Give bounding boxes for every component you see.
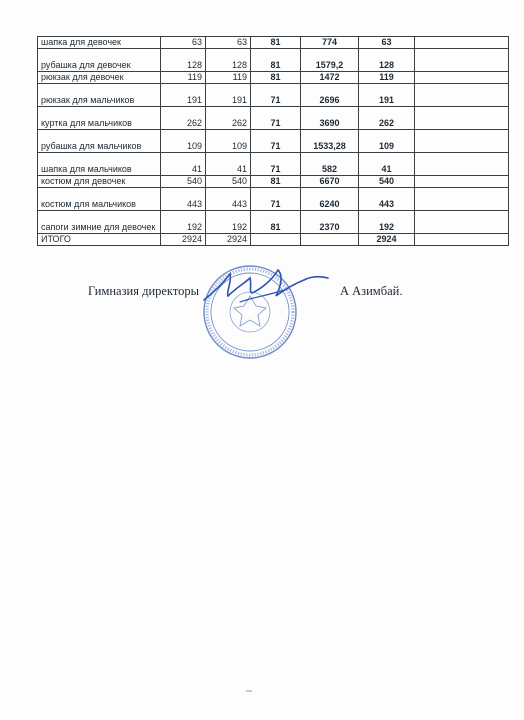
total-label: ИТОГО	[38, 234, 161, 246]
empty-cell	[415, 84, 509, 107]
quantity-issued-cell: 63	[206, 37, 251, 49]
count-cell: 41	[359, 153, 415, 176]
item-name-cell: костюм для мальчиков	[38, 188, 161, 211]
amount-cell: 6240	[301, 188, 359, 211]
empty-cell	[415, 37, 509, 49]
quantity-cell: 63	[161, 37, 206, 49]
table-row	[38, 49, 509, 72]
quantity-cell: 192	[161, 211, 206, 234]
table-row	[38, 188, 509, 211]
quantity-cell: 191	[161, 84, 206, 107]
empty-cell	[415, 49, 509, 72]
item-name-cell: рубашка для девочек	[38, 49, 161, 72]
table-row	[38, 72, 509, 84]
count-cell: 192	[359, 211, 415, 234]
code-cell: 81	[251, 176, 301, 188]
count-cell: 109	[359, 130, 415, 153]
total-amount	[301, 234, 359, 246]
empty-cell	[415, 211, 509, 234]
amount-cell: 2696	[301, 84, 359, 107]
count-cell: 262	[359, 107, 415, 130]
quantity-issued-cell: 540	[206, 176, 251, 188]
code-cell: 71	[251, 188, 301, 211]
amount-cell: 6670	[301, 176, 359, 188]
table-row	[38, 130, 509, 153]
amount-cell: 774	[301, 37, 359, 49]
table-row	[38, 84, 509, 107]
item-name-cell: рюкзак для мальчиков	[38, 84, 161, 107]
code-cell: 81	[251, 72, 301, 84]
empty-cell	[415, 72, 509, 84]
amount-cell: 1533,28	[301, 130, 359, 153]
total-quantity: 2924	[161, 234, 206, 246]
count-cell: 443	[359, 188, 415, 211]
code-cell: 71	[251, 84, 301, 107]
table-row	[38, 153, 509, 176]
count-cell: 128	[359, 49, 415, 72]
quantity-issued-cell: 262	[206, 107, 251, 130]
empty-cell	[415, 188, 509, 211]
empty-cell	[415, 107, 509, 130]
item-name-cell: рубашка для мальчиков	[38, 130, 161, 153]
amount-cell: 582	[301, 153, 359, 176]
quantity-issued-cell: 41	[206, 153, 251, 176]
director-name: А Азимбай.	[340, 284, 403, 298]
empty-cell	[415, 234, 509, 246]
total-row	[38, 234, 509, 246]
quantity-cell: 443	[161, 188, 206, 211]
quantity-issued-cell: 443	[206, 188, 251, 211]
total-code	[251, 234, 301, 246]
quantity-cell: 41	[161, 153, 206, 176]
code-cell: 71	[251, 153, 301, 176]
code-cell: 71	[251, 107, 301, 130]
code-cell: 71	[251, 130, 301, 153]
quantity-issued-cell: 191	[206, 84, 251, 107]
count-cell: 119	[359, 72, 415, 84]
amount-cell: 1579,2	[301, 49, 359, 72]
quantity-cell: 540	[161, 176, 206, 188]
item-name-cell: шапка для мальчиков	[38, 153, 161, 176]
item-name-cell: куртка для мальчиков	[38, 107, 161, 130]
item-name-cell: костюм для девочек	[38, 176, 161, 188]
quantity-issued-cell: 128	[206, 49, 251, 72]
table-row	[38, 107, 509, 130]
page-mark	[246, 690, 252, 692]
amount-cell: 1472	[301, 72, 359, 84]
count-cell: 540	[359, 176, 415, 188]
signature-caption: Гимназия директоры	[88, 284, 200, 298]
handwritten-signature	[180, 262, 340, 312]
item-name-cell: рюкзак для девочек	[38, 72, 161, 84]
amount-cell: 3690	[301, 107, 359, 130]
quantity-issued-cell: 109	[206, 130, 251, 153]
empty-cell	[415, 130, 509, 153]
count-cell: 191	[359, 84, 415, 107]
empty-cell	[415, 153, 509, 176]
quantity-issued-cell: 119	[206, 72, 251, 84]
quantity-cell: 128	[161, 49, 206, 72]
amount-cell: 2370	[301, 211, 359, 234]
quantity-cell: 262	[161, 107, 206, 130]
total-count: 2924	[359, 234, 415, 246]
items-table	[37, 36, 509, 246]
empty-cell	[415, 176, 509, 188]
table-row	[38, 211, 509, 234]
item-name-cell: шапка для девочек	[38, 37, 161, 49]
quantity-issued-cell: 192	[206, 211, 251, 234]
table-row	[38, 37, 509, 49]
quantity-cell: 119	[161, 72, 206, 84]
code-cell: 81	[251, 211, 301, 234]
table-row	[38, 176, 509, 188]
count-cell: 63	[359, 37, 415, 49]
item-name-cell: сапоги зимние для девочек	[38, 211, 161, 234]
quantity-cell: 109	[161, 130, 206, 153]
total-issued: 2924	[206, 234, 251, 246]
code-cell: 81	[251, 37, 301, 49]
code-cell: 81	[251, 49, 301, 72]
